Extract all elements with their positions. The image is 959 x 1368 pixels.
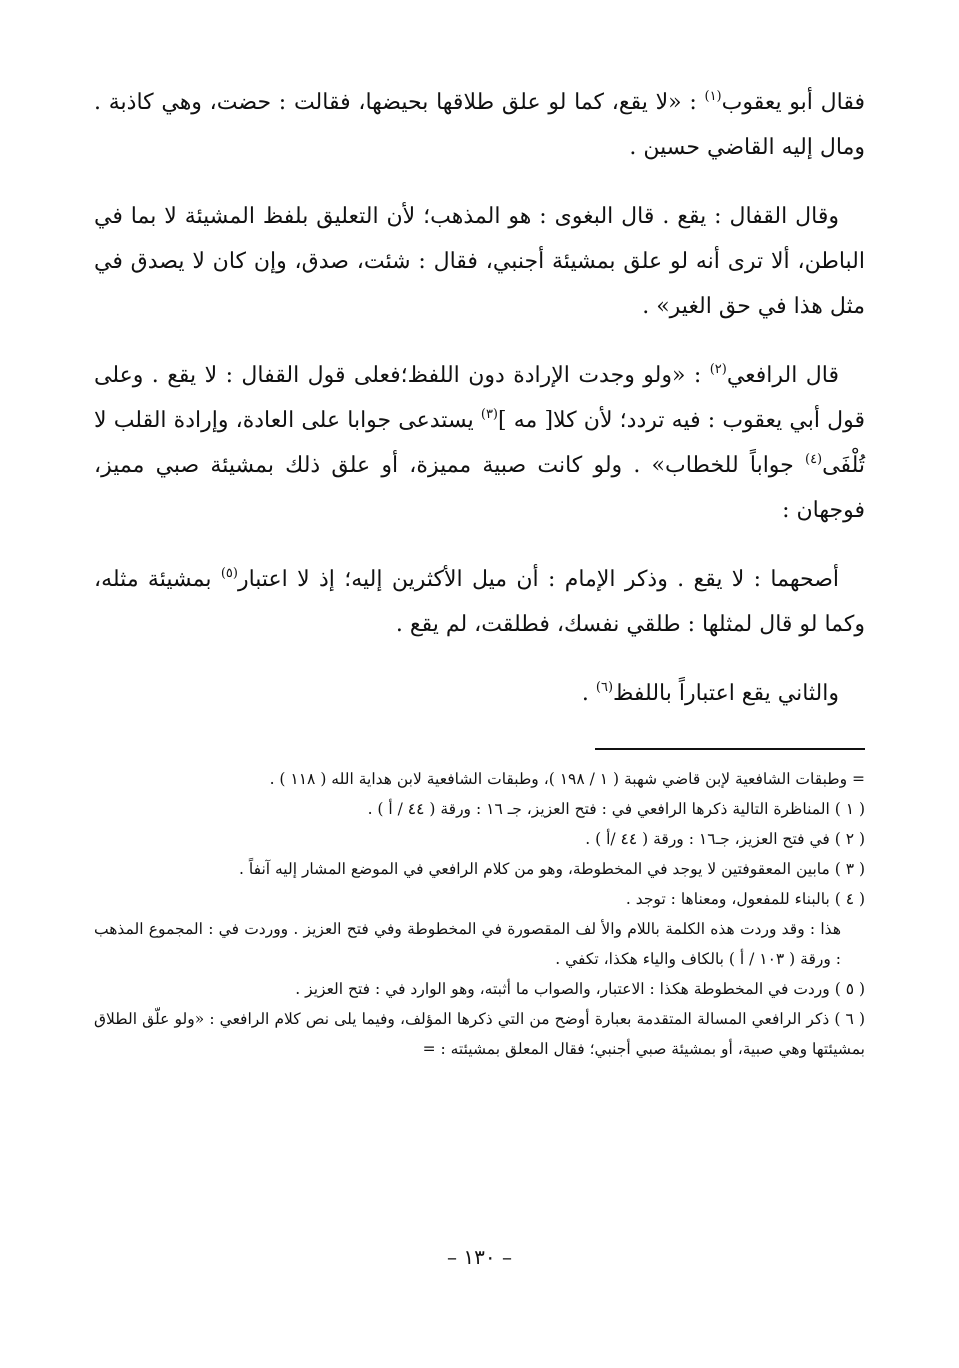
footnote-ref-5[interactable]: (٥) <box>220 566 238 581</box>
text-run: والثاني يقع اعتباراً باللفظ <box>613 681 839 706</box>
footnote-ref-2[interactable]: (٢) <box>709 362 727 377</box>
text-run: يستدعى جوابا على العادة، وإرادة القلب لا تُلْفَى <box>94 408 865 478</box>
paragraph-1 <box>94 80 865 170</box>
footnote-3: ( ٣ ) مابين المعقوفتين لا يوجد في المخطوطة، وهو من كلام الرافعي في الموضع المشار إليه آنفاً . <box>239 860 865 878</box>
text-run: فقال أبو يعقوب <box>721 90 865 115</box>
text-run: : «ولو وجدت الإرادة دون اللفظ؛فعلى قول القفال : لا يقع . وعلى قول أبي يعقوب : فيه تردد؛ لأن كلا[ مه ] <box>94 363 866 433</box>
footnote-separator <box>595 748 865 750</box>
text-run: قال الرافعي <box>726 363 839 388</box>
paragraph-3 <box>94 353 865 533</box>
footnote-ref-3[interactable]: (٣) <box>480 407 498 422</box>
footnote-continued: = وطبقات الشافعية لإبن قاضي شهبة ( ١ / ١٩٨ )، وطبقات الشافعية لابن هداية الله ( ١١٨ ) . <box>269 770 865 788</box>
footnote-6: ( ٦ ) ذكر الرافعي المسالة المتقدمة بعبارة أوضح من التي ذكرها المؤلف، وفيما يلى نص كلام الرافعي : «ولو علّق الطلاق بمشيئتها وهي صبية، أو بمشيئة صبي أجنبي؛ فقال المعلق بمشيئته : = <box>94 1010 865 1058</box>
paragraph-4 <box>94 557 865 647</box>
footnote-1: ( ١ ) المناظرة التالية ذكرها الرافعي في : فتح العزيز، جـ ١٦ : ورقة ( ٤٤ / أ ) . <box>367 800 865 818</box>
footnote-ref-4[interactable]: (٤) <box>804 452 823 467</box>
footnote-5: ( ٥ ) وردت في المخطوطة هكذا : الاعتبار، والصواب ما أثبته، وهو الوارد في : فتح العزيز . <box>295 980 865 998</box>
paragraph-2: وقال القفال : يقع . قال البغوى : هو المذهب؛ لأن التعليق بلفظ المشيئة لا بما في الباطن، ألا ترى أنه لو علق بمشيئة أجنبي، فقال : شئت، صدق، وإن كان لا يصدق في مثل هذا في حق الغير» . <box>94 204 865 319</box>
page-number: – ١٣٠ – <box>447 1245 512 1269</box>
footnote-ref-6[interactable]: (٦) <box>595 680 614 695</box>
text-run: بمشيئة مثله، وكما لو قال لمثلها : طلقي نفسك، فطلقت، لم يقع . <box>94 567 865 637</box>
footnote-4-continued: هذا : وقد وردت هذه الكلمة باللام والأ لف المقصورة في المخطوطة وفي فتح العزيز . ووردت في : المجموع المذهب : ورقة ( ١٠٣ / أ ) بالكاف والياء هكذا، تكفي . <box>94 920 841 968</box>
text-run: أصحهما : لا يقع . وذكر الإمام : أن ميل الأكثرين إليه؛ إذ لا اعتبار <box>237 567 839 592</box>
footnote-ref-1[interactable]: (١) <box>704 89 722 104</box>
text-run: : «لا يقع، كما لو علق طلاقها بحيضها، فقالت : حضت، وهي كاذبة . ومال إليه القاضي حسين . <box>94 90 865 160</box>
text-run: . <box>581 681 596 706</box>
main-text <box>94 80 865 716</box>
footnote-2: ( ٢ ) في فتح العزيز، جـ١٦ : ورقة ( ٤٤ /أ ) . <box>585 830 865 848</box>
footnotes <box>94 764 865 1064</box>
footnote-4: ( ٤ ) بالبناء للمفعول، ومعناها : توجد . <box>625 890 865 908</box>
text-run: جواباً للخطاب» . ولو كانت صبية مميزة، أو علق ذلك بمشيئة صبي مميز، فوجهان : <box>94 453 865 523</box>
paragraph-5 <box>94 671 865 716</box>
